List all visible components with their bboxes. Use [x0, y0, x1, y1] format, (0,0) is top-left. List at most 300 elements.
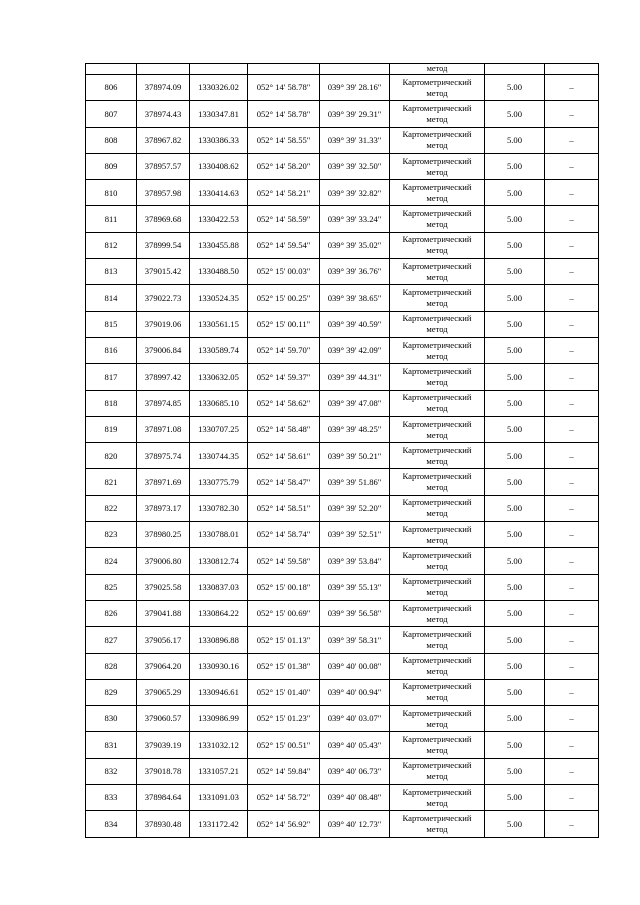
latitude-cell: 052° 14' 58.78" — [248, 75, 320, 101]
coord-y-cell: 1330986.99 — [190, 706, 248, 732]
table-row — [86, 627, 599, 653]
note-cell: – — [545, 180, 599, 206]
method-cell — [390, 232, 485, 258]
empty-cell — [190, 64, 248, 75]
latitude-cell: 052° 14' 59.70" — [248, 337, 320, 363]
coord-x-cell: 379064.20 — [137, 653, 190, 679]
empty-cell — [320, 64, 390, 75]
accuracy-cell: 5.00 — [485, 232, 545, 258]
method-text-line2: метод — [426, 140, 448, 151]
method-text-line1: Картометрический — [402, 786, 472, 797]
coord-y-cell: 1330422.53 — [190, 206, 248, 232]
method-text-line2: метод — [426, 508, 448, 519]
accuracy-cell: 5.00 — [485, 574, 545, 600]
accuracy-cell: 5.00 — [485, 153, 545, 179]
table-row — [86, 548, 599, 574]
coord-x-cell: 378971.69 — [137, 469, 190, 495]
latitude-cell: 052° 14' 58.74" — [248, 522, 320, 548]
note-cell: – — [545, 785, 599, 811]
empty-cell — [545, 64, 599, 75]
accuracy-cell: 5.00 — [485, 706, 545, 732]
method-text-line2: метод — [426, 245, 448, 256]
longitude-cell: 039° 40' 03.07" — [320, 706, 390, 732]
point-number-cell: 811 — [86, 206, 137, 232]
table-row — [86, 206, 599, 232]
method-text-line1: Картометрический — [402, 444, 472, 455]
coord-y-cell: 1330326.02 — [190, 75, 248, 101]
accuracy-cell: 5.00 — [485, 416, 545, 442]
method-text-line1: Картометрический — [402, 576, 472, 587]
point-number-cell: 815 — [86, 311, 137, 337]
table-row — [86, 600, 599, 626]
table-row — [86, 495, 599, 521]
table-row — [86, 153, 599, 179]
coord-y-cell: 1330788.01 — [190, 522, 248, 548]
coord-y-cell: 1330455.88 — [190, 232, 248, 258]
longitude-cell: 039° 40' 12.73" — [320, 811, 390, 837]
longitude-cell: 039° 39' 56.58" — [320, 600, 390, 626]
note-cell: – — [545, 232, 599, 258]
table-row — [86, 232, 599, 258]
table-row — [86, 706, 599, 732]
latitude-cell: 052° 14' 58.47" — [248, 469, 320, 495]
method-text-line2: метод — [426, 482, 448, 493]
latitude-cell: 052° 14' 58.72" — [248, 785, 320, 811]
coordinates-table — [85, 63, 599, 838]
longitude-cell: 039° 39' 35.02" — [320, 232, 390, 258]
table-row — [86, 390, 599, 416]
latitude-cell: 052° 14' 58.51" — [248, 495, 320, 521]
method-text-line2: метод — [426, 192, 448, 203]
latitude-cell: 052° 14' 58.48" — [248, 416, 320, 442]
table-row — [86, 101, 599, 127]
note-cell: – — [545, 495, 599, 521]
longitude-cell: 039° 39' 55.13" — [320, 574, 390, 600]
method-cell — [390, 785, 485, 811]
table-row — [86, 259, 599, 285]
method-cell — [390, 75, 485, 101]
note-cell: – — [545, 706, 599, 732]
method-cell — [390, 416, 485, 442]
coord-y-cell: 1330632.05 — [190, 364, 248, 390]
note-cell: – — [545, 127, 599, 153]
latitude-cell: 052° 14' 59.54" — [248, 232, 320, 258]
longitude-cell: 039° 39' 28.16" — [320, 75, 390, 101]
method-text-line2: метод — [426, 113, 448, 124]
method-cell — [390, 127, 485, 153]
coord-x-cell: 378975.74 — [137, 443, 190, 469]
latitude-cell: 052° 14' 59.58" — [248, 548, 320, 574]
coord-x-cell: 378974.85 — [137, 390, 190, 416]
method-text-line1: Картометрический — [402, 313, 472, 324]
table-row — [86, 285, 599, 311]
method-text-line2: метод — [426, 219, 448, 230]
note-cell: – — [545, 75, 599, 101]
method-text-line2: метод — [426, 613, 448, 624]
accuracy-cell: 5.00 — [485, 311, 545, 337]
coord-y-cell: 1330707.25 — [190, 416, 248, 442]
coord-y-cell: 1330408.62 — [190, 153, 248, 179]
coord-y-cell: 1331057.21 — [190, 758, 248, 784]
coord-x-cell: 378980.25 — [137, 522, 190, 548]
table-row — [86, 679, 599, 705]
note-cell: – — [545, 311, 599, 337]
method-cell — [390, 679, 485, 705]
method-text-line2: метод — [426, 271, 448, 282]
method-text-line2: метод — [426, 376, 448, 387]
point-number-cell: 828 — [86, 653, 137, 679]
accuracy-cell: 5.00 — [485, 679, 545, 705]
coord-y-cell: 1330775.79 — [190, 469, 248, 495]
table-row — [86, 180, 599, 206]
coord-x-cell: 378930.48 — [137, 811, 190, 837]
table-row — [86, 416, 599, 442]
point-number-cell: 831 — [86, 732, 137, 758]
accuracy-cell: 5.00 — [485, 364, 545, 390]
latitude-cell: 052° 15' 00.18" — [248, 574, 320, 600]
coord-y-cell: 1330685.10 — [190, 390, 248, 416]
method-cell — [390, 522, 485, 548]
longitude-cell: 039° 39' 53.84" — [320, 548, 390, 574]
latitude-cell: 052° 15' 00.03" — [248, 259, 320, 285]
latitude-cell: 052° 14' 58.21" — [248, 180, 320, 206]
note-cell: – — [545, 285, 599, 311]
method-cell — [390, 574, 485, 600]
accuracy-cell: 5.00 — [485, 443, 545, 469]
latitude-cell: 052° 14' 56.92" — [248, 811, 320, 837]
point-number-cell: 830 — [86, 706, 137, 732]
coord-y-cell: 1330589.74 — [190, 337, 248, 363]
coord-x-cell: 378957.57 — [137, 153, 190, 179]
accuracy-cell: 5.00 — [485, 390, 545, 416]
coord-y-cell: 1330414.63 — [190, 180, 248, 206]
method-cell — [390, 443, 485, 469]
accuracy-cell: 5.00 — [485, 127, 545, 153]
method-text-line2: метод — [426, 324, 448, 335]
longitude-cell: 039° 39' 48.25" — [320, 416, 390, 442]
method-text-line2: метод — [426, 429, 448, 440]
coord-y-cell: 1330347.81 — [190, 101, 248, 127]
table-row — [86, 443, 599, 469]
method-text-line1: Картометрический — [402, 287, 472, 298]
coord-x-cell: 379025.58 — [137, 574, 190, 600]
coord-y-cell: 1330782.30 — [190, 495, 248, 521]
latitude-cell: 052° 15' 01.13" — [248, 627, 320, 653]
method-text-line2: метод — [426, 771, 448, 782]
coord-x-cell: 379056.17 — [137, 627, 190, 653]
note-cell: – — [545, 337, 599, 363]
latitude-cell: 052° 15' 00.25" — [248, 285, 320, 311]
latitude-cell: 052° 15' 00.11" — [248, 311, 320, 337]
note-cell: – — [545, 758, 599, 784]
coord-x-cell: 379015.42 — [137, 259, 190, 285]
latitude-cell: 052° 14' 59.37" — [248, 364, 320, 390]
table-row — [86, 574, 599, 600]
accuracy-cell: 5.00 — [485, 732, 545, 758]
coord-x-cell: 379006.80 — [137, 548, 190, 574]
point-number-cell: 826 — [86, 600, 137, 626]
longitude-cell: 039° 39' 33.24" — [320, 206, 390, 232]
coord-x-cell: 378967.82 — [137, 127, 190, 153]
table-body — [86, 64, 599, 838]
point-number-cell: 809 — [86, 153, 137, 179]
table-row — [86, 75, 599, 101]
longitude-cell: 039° 39' 32.50" — [320, 153, 390, 179]
method-text-line2: метод — [426, 560, 448, 571]
coord-y-cell: 1330946.61 — [190, 679, 248, 705]
accuracy-cell: 5.00 — [485, 101, 545, 127]
method-text-line2: метод — [426, 692, 448, 703]
coord-x-cell: 378974.43 — [137, 101, 190, 127]
note-cell: – — [545, 206, 599, 232]
method-text-line1: Картометрический — [402, 181, 472, 192]
table-row — [86, 364, 599, 390]
accuracy-cell: 5.00 — [485, 522, 545, 548]
latitude-cell: 052° 14' 59.84" — [248, 758, 320, 784]
method-text-line1: Картометрический — [402, 339, 472, 350]
note-cell: – — [545, 811, 599, 837]
method-cell — [390, 548, 485, 574]
method-cell — [390, 653, 485, 679]
note-cell: – — [545, 364, 599, 390]
method-text-line2: метод — [426, 587, 448, 598]
method-text-line1: Картометрический — [402, 102, 472, 113]
point-number-cell: 820 — [86, 443, 137, 469]
note-cell: – — [545, 153, 599, 179]
note-cell: – — [545, 679, 599, 705]
note-cell: – — [545, 416, 599, 442]
note-cell: – — [545, 732, 599, 758]
method-cell — [390, 259, 485, 285]
coord-y-cell: 1330864.22 — [190, 600, 248, 626]
continuation-row — [86, 64, 599, 75]
longitude-cell: 039° 40' 00.94" — [320, 679, 390, 705]
method-text-line1: Картометрический — [402, 523, 472, 534]
coord-y-cell: 1330930.16 — [190, 653, 248, 679]
latitude-cell: 052° 15' 01.23" — [248, 706, 320, 732]
method-cell — [390, 706, 485, 732]
empty-cell — [485, 64, 545, 75]
method-text-line1: Картометрический — [402, 129, 472, 140]
point-number-cell: 806 — [86, 75, 137, 101]
method-text-line1: Картометрический — [402, 655, 472, 666]
latitude-cell: 052° 14' 58.59" — [248, 206, 320, 232]
note-cell: – — [545, 259, 599, 285]
coord-x-cell: 379006.84 — [137, 337, 190, 363]
point-number-cell: 808 — [86, 127, 137, 153]
method-cell — [390, 311, 485, 337]
coord-x-cell: 378969.68 — [137, 206, 190, 232]
table-row — [86, 785, 599, 811]
coord-x-cell: 378957.98 — [137, 180, 190, 206]
latitude-cell: 052° 15' 01.38" — [248, 653, 320, 679]
point-number-cell: 816 — [86, 337, 137, 363]
note-cell: – — [545, 627, 599, 653]
coord-y-cell: 1331091.03 — [190, 785, 248, 811]
coord-x-cell: 379022.73 — [137, 285, 190, 311]
accuracy-cell: 5.00 — [485, 653, 545, 679]
method-text-line1: Картометрический — [402, 234, 472, 245]
method-text-line1: Картометрический — [402, 471, 472, 482]
method-cell — [390, 469, 485, 495]
coord-x-cell: 379060.57 — [137, 706, 190, 732]
point-number-cell: 819 — [86, 416, 137, 442]
table-row — [86, 653, 599, 679]
latitude-cell: 052° 15' 00.69" — [248, 600, 320, 626]
coord-y-cell: 1330744.35 — [190, 443, 248, 469]
note-cell: – — [545, 522, 599, 548]
latitude-cell: 052° 15' 01.40" — [248, 679, 320, 705]
longitude-cell: 039° 39' 50.21" — [320, 443, 390, 469]
latitude-cell: 052° 14' 58.20" — [248, 153, 320, 179]
point-number-cell: 822 — [86, 495, 137, 521]
longitude-cell: 039° 39' 38.65" — [320, 285, 390, 311]
point-number-cell: 821 — [86, 469, 137, 495]
longitude-cell: 039° 39' 31.33" — [320, 127, 390, 153]
coord-x-cell: 378974.09 — [137, 75, 190, 101]
method-text-line2: метод — [426, 666, 448, 677]
point-number-cell: 824 — [86, 548, 137, 574]
method-text-line2: метод — [426, 639, 448, 650]
method-text-line2: метод — [426, 455, 448, 466]
point-number-cell: 829 — [86, 679, 137, 705]
coord-x-cell: 379065.29 — [137, 679, 190, 705]
table-row — [86, 469, 599, 495]
note-cell: – — [545, 469, 599, 495]
empty-cell — [137, 64, 190, 75]
accuracy-cell: 5.00 — [485, 180, 545, 206]
coord-x-cell: 379041.88 — [137, 600, 190, 626]
method-text-line1: Картометрический — [402, 365, 472, 376]
method-text-line1: Картометрический — [402, 208, 472, 219]
method-text-line2: метод — [426, 87, 448, 98]
table-row — [86, 732, 599, 758]
coord-x-cell: 379019.06 — [137, 311, 190, 337]
longitude-cell: 039° 39' 32.82" — [320, 180, 390, 206]
accuracy-cell: 5.00 — [485, 75, 545, 101]
method-text-line2: метод — [426, 298, 448, 309]
method-cell — [390, 627, 485, 653]
method-text-line1: Картометрический — [402, 155, 472, 166]
accuracy-cell: 5.00 — [485, 811, 545, 837]
longitude-cell: 039° 39' 58.31" — [320, 627, 390, 653]
coord-x-cell: 378971.08 — [137, 416, 190, 442]
longitude-cell: 039° 39' 47.08" — [320, 390, 390, 416]
method-cell — [390, 101, 485, 127]
method-text-line1: Картометрический — [402, 628, 472, 639]
accuracy-cell: 5.00 — [485, 206, 545, 232]
method-cell — [390, 495, 485, 521]
longitude-cell: 039° 40' 08.48" — [320, 785, 390, 811]
latitude-cell: 052° 14' 58.78" — [248, 101, 320, 127]
table-row — [86, 811, 599, 837]
point-number-cell: 818 — [86, 390, 137, 416]
method-text: метод — [426, 64, 448, 73]
accuracy-cell: 5.00 — [485, 495, 545, 521]
coord-y-cell: 1330386.33 — [190, 127, 248, 153]
note-cell: – — [545, 390, 599, 416]
note-cell: – — [545, 101, 599, 127]
method-cell — [390, 153, 485, 179]
method-cell — [390, 364, 485, 390]
accuracy-cell: 5.00 — [485, 627, 545, 653]
longitude-cell: 039° 40' 00.08" — [320, 653, 390, 679]
accuracy-cell: 5.00 — [485, 259, 545, 285]
coord-x-cell: 378984.64 — [137, 785, 190, 811]
accuracy-cell: 5.00 — [485, 548, 545, 574]
method-text-line1: Картометрический — [402, 681, 472, 692]
point-number-cell: 812 — [86, 232, 137, 258]
point-number-cell: 833 — [86, 785, 137, 811]
point-number-cell: 807 — [86, 101, 137, 127]
method-cell — [390, 206, 485, 232]
accuracy-cell: 5.00 — [485, 758, 545, 784]
method-text-line1: Картометрический — [402, 760, 472, 771]
longitude-cell: 039° 39' 36.76" — [320, 259, 390, 285]
longitude-cell: 039° 39' 52.51" — [320, 522, 390, 548]
method-text-line1: Картометрический — [402, 497, 472, 508]
coord-x-cell: 378973.17 — [137, 495, 190, 521]
empty-cell — [248, 64, 320, 75]
method-text-line2: метод — [426, 534, 448, 545]
method-cell — [390, 64, 485, 75]
coord-y-cell: 1331032.12 — [190, 732, 248, 758]
coord-y-cell: 1331172.42 — [190, 811, 248, 837]
method-text-line2: метод — [426, 403, 448, 414]
point-number-cell: 825 — [86, 574, 137, 600]
method-text-line2: метод — [426, 718, 448, 729]
method-cell — [390, 758, 485, 784]
note-cell: – — [545, 548, 599, 574]
longitude-cell: 039° 39' 40.59" — [320, 311, 390, 337]
point-number-cell: 813 — [86, 259, 137, 285]
method-text-line2: метод — [426, 166, 448, 177]
coord-x-cell: 379039.19 — [137, 732, 190, 758]
method-text-line1: Картометрический — [402, 260, 472, 271]
note-cell: – — [545, 574, 599, 600]
method-cell — [390, 390, 485, 416]
coord-x-cell: 379018.78 — [137, 758, 190, 784]
coord-y-cell: 1330837.03 — [190, 574, 248, 600]
method-text-line2: метод — [426, 350, 448, 361]
method-cell — [390, 811, 485, 837]
latitude-cell: 052° 14' 58.61" — [248, 443, 320, 469]
point-number-cell: 832 — [86, 758, 137, 784]
method-cell — [390, 180, 485, 206]
point-number-cell: 814 — [86, 285, 137, 311]
point-number-cell: 834 — [86, 811, 137, 837]
longitude-cell: 039° 39' 42.09" — [320, 337, 390, 363]
coord-y-cell: 1330524.35 — [190, 285, 248, 311]
latitude-cell: 052° 14' 58.55" — [248, 127, 320, 153]
coord-x-cell: 378999.54 — [137, 232, 190, 258]
method-text-line1: Картометрический — [402, 392, 472, 403]
method-text-line2: метод — [426, 797, 448, 808]
accuracy-cell: 5.00 — [485, 600, 545, 626]
latitude-cell: 052° 14' 58.62" — [248, 390, 320, 416]
point-number-cell: 827 — [86, 627, 137, 653]
empty-cell — [86, 64, 137, 75]
point-number-cell: 817 — [86, 364, 137, 390]
table-row — [86, 337, 599, 363]
note-cell: – — [545, 443, 599, 469]
accuracy-cell: 5.00 — [485, 285, 545, 311]
coord-y-cell: 1330561.15 — [190, 311, 248, 337]
longitude-cell: 039° 39' 29.31" — [320, 101, 390, 127]
method-text-line2: метод — [426, 823, 448, 834]
point-number-cell: 823 — [86, 522, 137, 548]
method-text-line1: Картометрический — [402, 549, 472, 560]
